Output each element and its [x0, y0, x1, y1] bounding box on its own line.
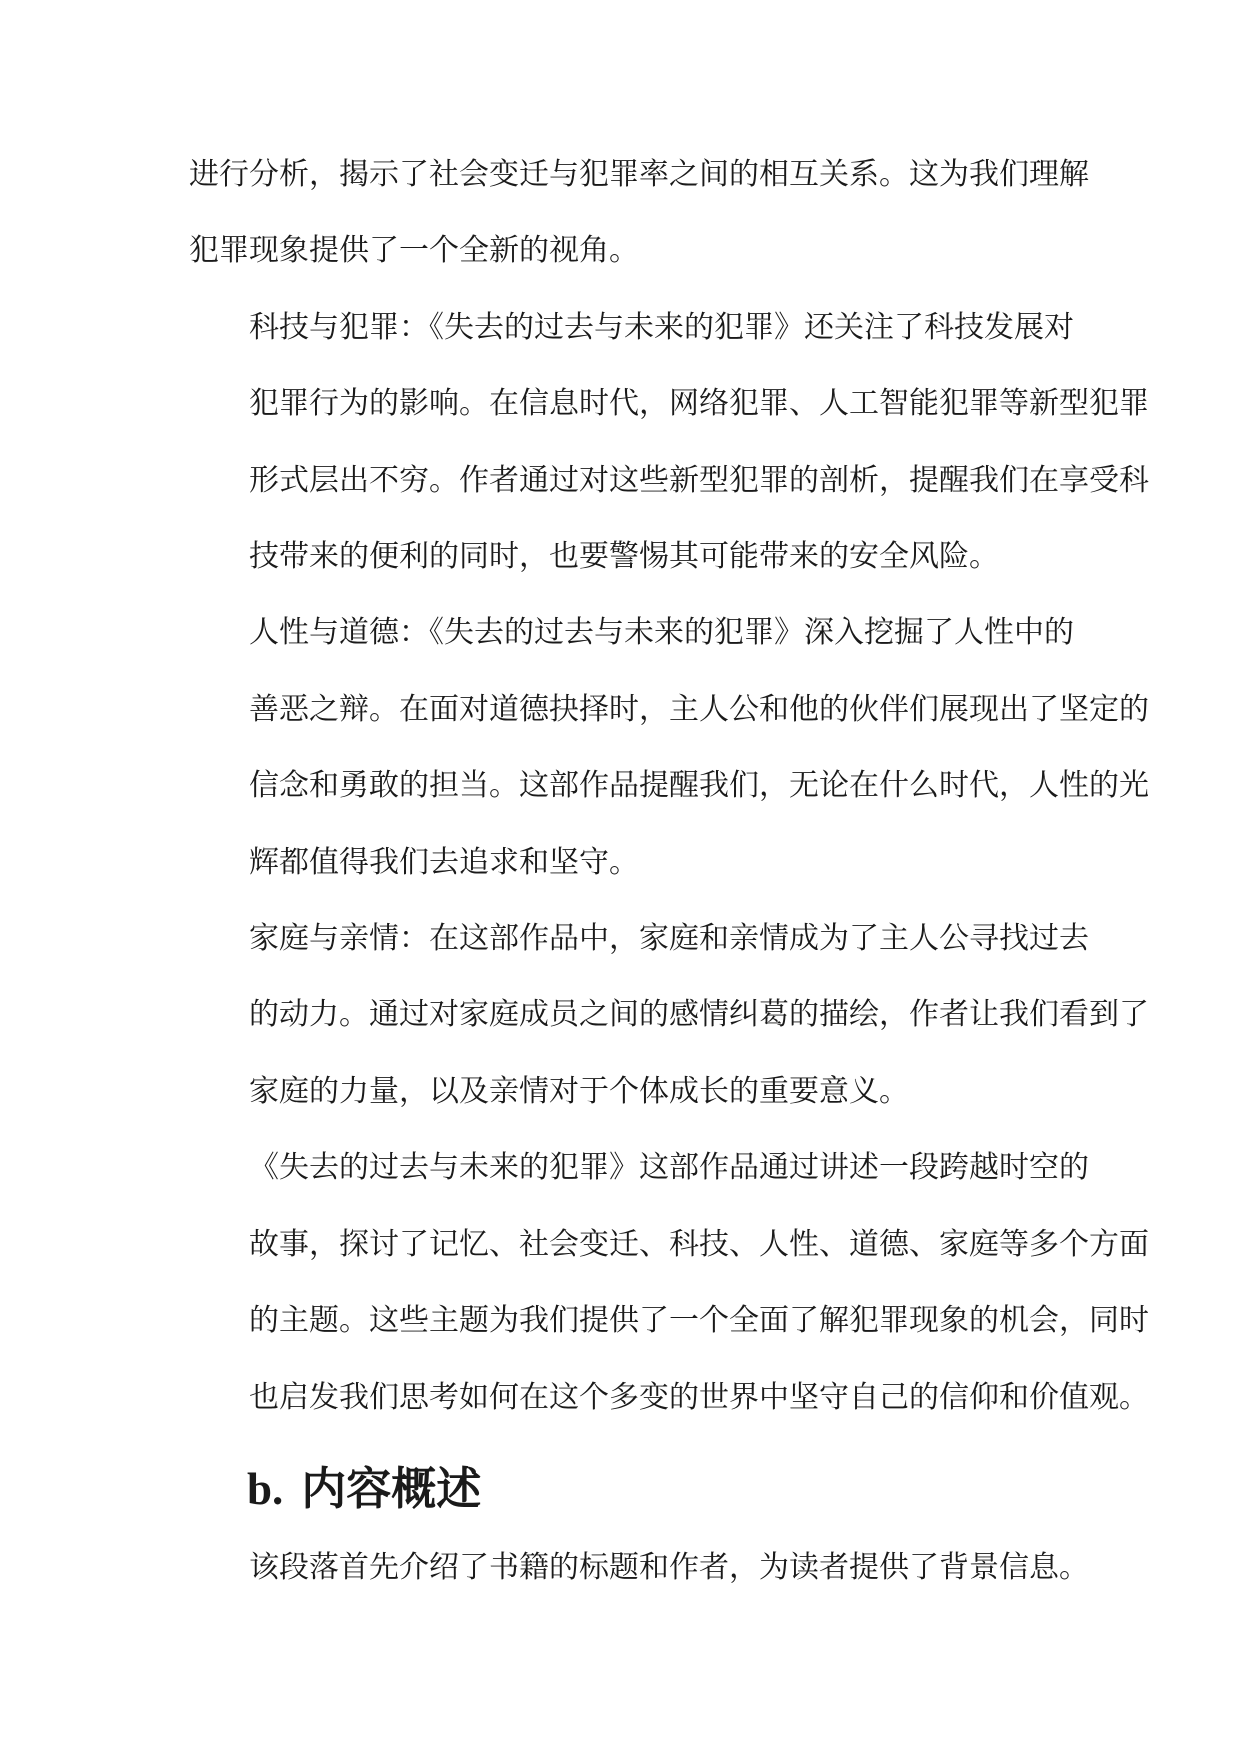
text-line: 《失去的过去与未来的犯罪》这部作品通过讲述一段跨越时空的: [249, 1150, 1089, 1186]
paragraph-social-change-continued: [189, 137, 1089, 290]
text-line: 家庭与亲情：在这部作品中，家庭和亲情成为了主人公寻找过去: [249, 921, 1089, 957]
text-line: 也启发我们思考如何在这个多变的世界中坚守自己的信仰和价值观。: [249, 1379, 1149, 1415]
text-line: 人性与道德：《失去的过去与未来的犯罪》深入挖掘了人性中的: [249, 615, 1074, 651]
paragraph-technology-and-crime: [189, 290, 1149, 596]
text-line: 犯罪行为的影响。在信息时代，网络犯罪、人工智能犯罪等新型犯罪: [249, 386, 1149, 422]
text-line: 信念和勇敢的担当。这部作品提醒我们，无论在什么时代，人性的光: [249, 768, 1149, 804]
paragraph-summary: [189, 1130, 1149, 1436]
text-line: 的动力。通过对家庭成员之间的感情纠葛的描绘，作者让我们看到了: [249, 997, 1149, 1033]
text-line: 辉都值得我们去追求和坚守。: [249, 844, 639, 880]
text-line: 技带来的便利的同时，也要警惕其可能带来的安全风险。: [249, 539, 999, 575]
paragraph-humanity-and-morality: [189, 595, 1149, 901]
text-line: 犯罪现象提供了一个全新的视角。: [189, 233, 639, 269]
section-heading: [189, 1436, 1069, 1530]
paragraph-family-and-kinship: [189, 901, 1149, 1130]
text-line: 的主题。这些主题为我们提供了一个全面了解犯罪现象的机会，同时: [249, 1303, 1149, 1339]
text-line: 形式层出不穷。作者通过对这些新型犯罪的剖析，提醒我们在享受科: [249, 462, 1149, 498]
document-body: [189, 137, 1149, 1606]
text-line: 科技与犯罪：《失去的过去与未来的犯罪》还关注了科技发展对: [249, 309, 1074, 345]
text-line: 故事，探讨了记忆、社会变迁、科技、人性、道德、家庭等多个方面: [249, 1226, 1149, 1262]
text-line: 家庭的力量，以及亲情对于个体成长的重要意义。: [249, 1073, 909, 1109]
section-title: 内容概述: [301, 1461, 482, 1515]
text-line: 进行分析，揭示了社会变迁与犯罪率之间的相互关系。这为我们理解: [189, 157, 1089, 192]
text-line: 善恶之辩。在面对道德抉择时，主人公和他的伙伴们展现出了坚定的: [249, 691, 1149, 727]
text-line: 该段落首先介绍了书籍的标题和作者，为读者提供了背景信息。: [249, 1549, 1089, 1585]
section-number: b.: [247, 1463, 284, 1514]
paragraph-content-overview: [189, 1530, 1089, 1606]
